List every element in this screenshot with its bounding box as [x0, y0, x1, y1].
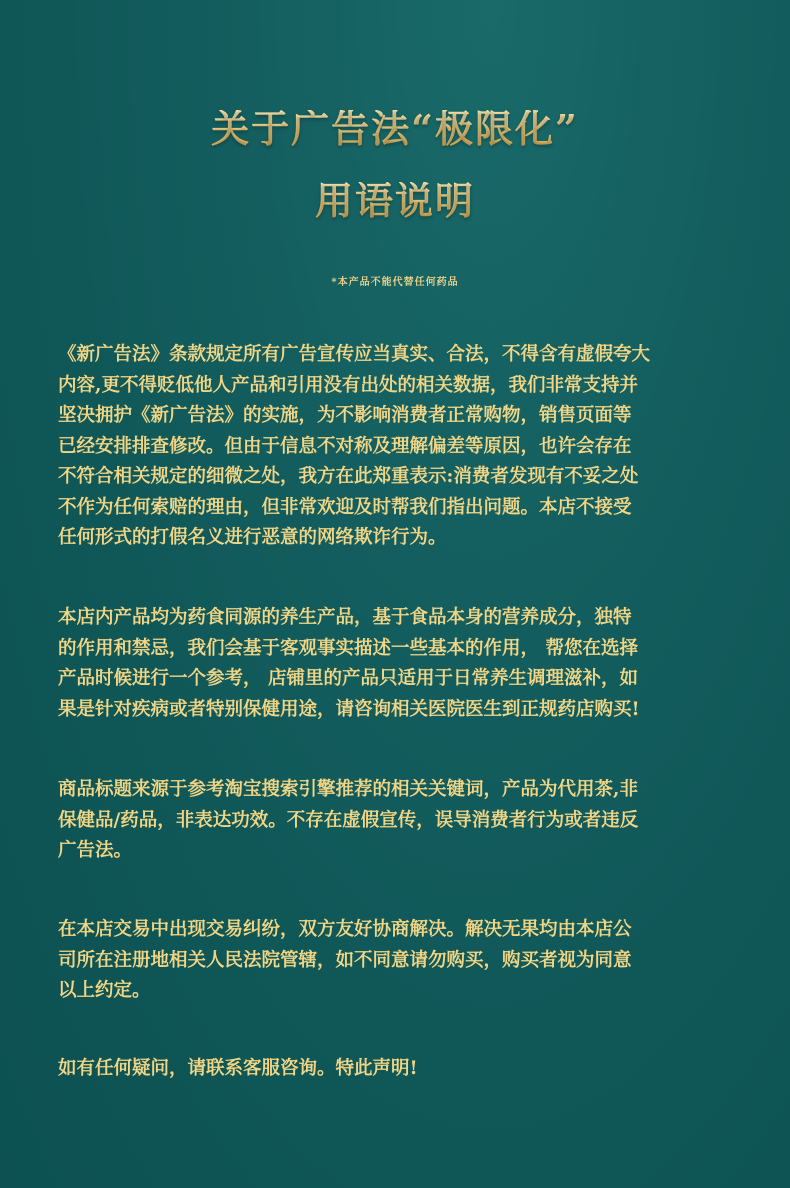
- paragraph-line: 《新广告法》条款规定所有广告宣传应当真实、合法，不得含有虚假夸大: [58, 344, 651, 365]
- paragraph-product-usage: [58, 603, 748, 725]
- paragraph-line: 以上约定。: [58, 980, 151, 1001]
- paragraph-line: 的作用和禁忌，我们会基于客观事实描述一些基本的作用， 帮您在选择: [58, 637, 638, 659]
- paragraph-line: 不符合相关规定的细微之处，我方在此郑重表示:消费者发现有不妥之处: [58, 466, 639, 487]
- paragraph-line: 坚决拥护《新广告法》的实施，为不影响消费者正常购物，销售页面等: [58, 405, 632, 426]
- paragraph-line: 内容,更不得贬低他人产品和引用没有出处的相关数据，我们非常支持并: [58, 374, 638, 396]
- paragraph-line: 商品标题来源于参考淘宝搜索引擎推荐的相关关键词，产品为代用茶,非: [58, 779, 638, 800]
- page-title-second-line: 用语说明: [0, 182, 790, 220]
- page-title: 关于广告法“极限化”: [0, 110, 790, 148]
- paragraph-line: 果是针对疾病或者特别保健用途，请咨询相关医院医生到正规药店购买!: [58, 698, 640, 720]
- paragraph-line: 产品时候进行一个参考， 店铺里的产品只适用于日常养生调理滋补，如: [58, 668, 638, 689]
- paragraph-product-title: [58, 775, 748, 867]
- disclaimer-subtitle: *本产品不能代替任何药品: [331, 277, 459, 288]
- paragraph-advertising-law: [58, 340, 748, 554]
- paragraph-line: 如有任何疑问，请联系客服咨询。特此声明!: [58, 1058, 418, 1079]
- paragraph-contact: [58, 1054, 748, 1085]
- paragraph-line: 广告法。: [58, 840, 133, 861]
- paragraph-line: 本店内产品均为药食同源的养生产品，基于食品本身的营养成分，独特: [58, 607, 632, 628]
- paragraph-line: 不作为任何索赔的理由，但非常欢迎及时帮我们指出问题。本店不接受: [58, 496, 632, 518]
- paragraph-line: 保健品/药品，非表达功效。不存在虚假宣传，误导消费者行为或者违反: [58, 809, 639, 831]
- paragraph-line: 司所在注册地相关人民法院管辖，如不同意请勿购买，购买者视为同意: [58, 949, 632, 971]
- paragraph-line: 已经安排排查修改。但由于信息不对称及理解偏差等原因，也许会存在: [58, 435, 632, 457]
- paragraph-dispute-resolution: [58, 915, 748, 1007]
- paragraph-line: 任何形式的打假名义进行恶意的网络欺诈行为。: [58, 527, 447, 548]
- paragraph-line: 在本店交易中出现交易纠纷，双方友好协商解决。解决无果均由本店公: [58, 919, 632, 940]
